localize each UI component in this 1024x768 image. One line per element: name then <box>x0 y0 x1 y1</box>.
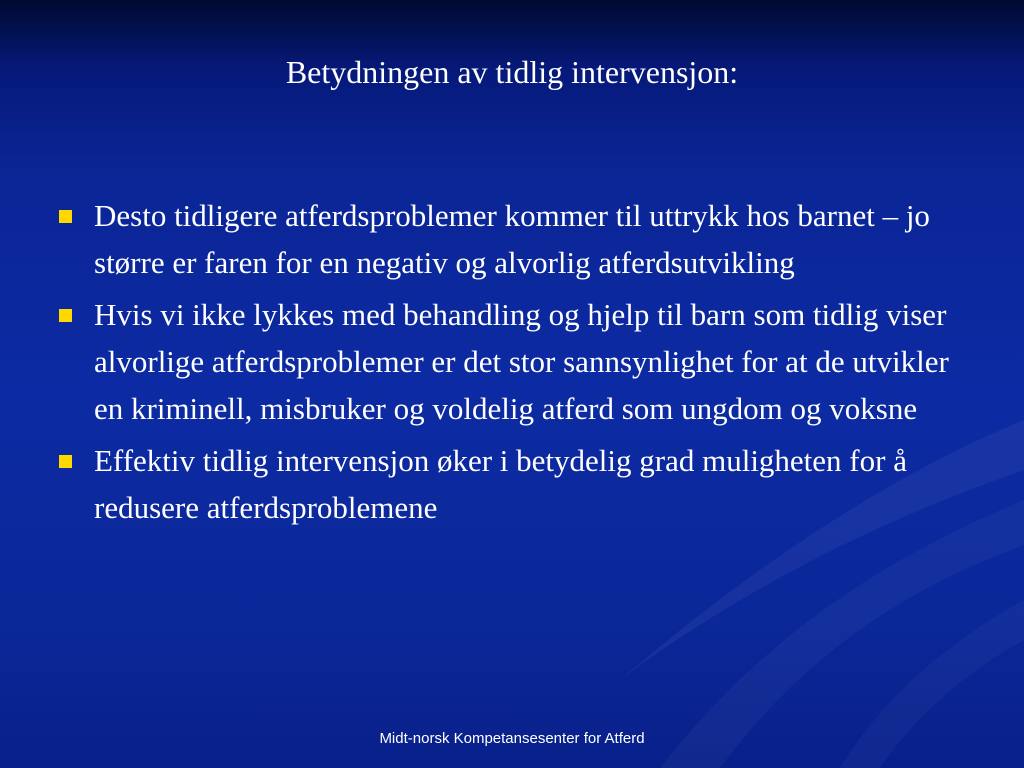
slide-title: Betydningen av tidlig intervensjon: <box>285 54 739 90</box>
square-bullet-icon <box>59 455 72 468</box>
bullet-text: Effektiv tidlig intervensjon øker i betydelig grad muligheten for å redusere atferdsproblemene <box>94 443 907 525</box>
square-bullet-icon <box>59 210 72 223</box>
bullet-text: Hvis vi ikke lykkes med behandling og hjelp til barn som tidlig viser alvorlige atferdsproblemer er det stor sannsynlighet for at de utvikler en kriminell, misbruker og voldelig atferd som ungdom og voksne <box>94 297 949 426</box>
bullet-item <box>56 192 976 286</box>
bullet-text: Desto tidligere atferdsproblemer kommer til uttrykk hos barnet – jo større er faren for en negativ og alvorlig atferdsutvikling <box>94 198 930 280</box>
square-bullet-icon <box>59 309 72 322</box>
bullet-item <box>56 291 976 432</box>
bullet-item <box>56 437 976 531</box>
slide-footer: Midt-norsk Kompetansesenter for Atferd <box>379 730 645 747</box>
bullet-list <box>56 192 976 536</box>
